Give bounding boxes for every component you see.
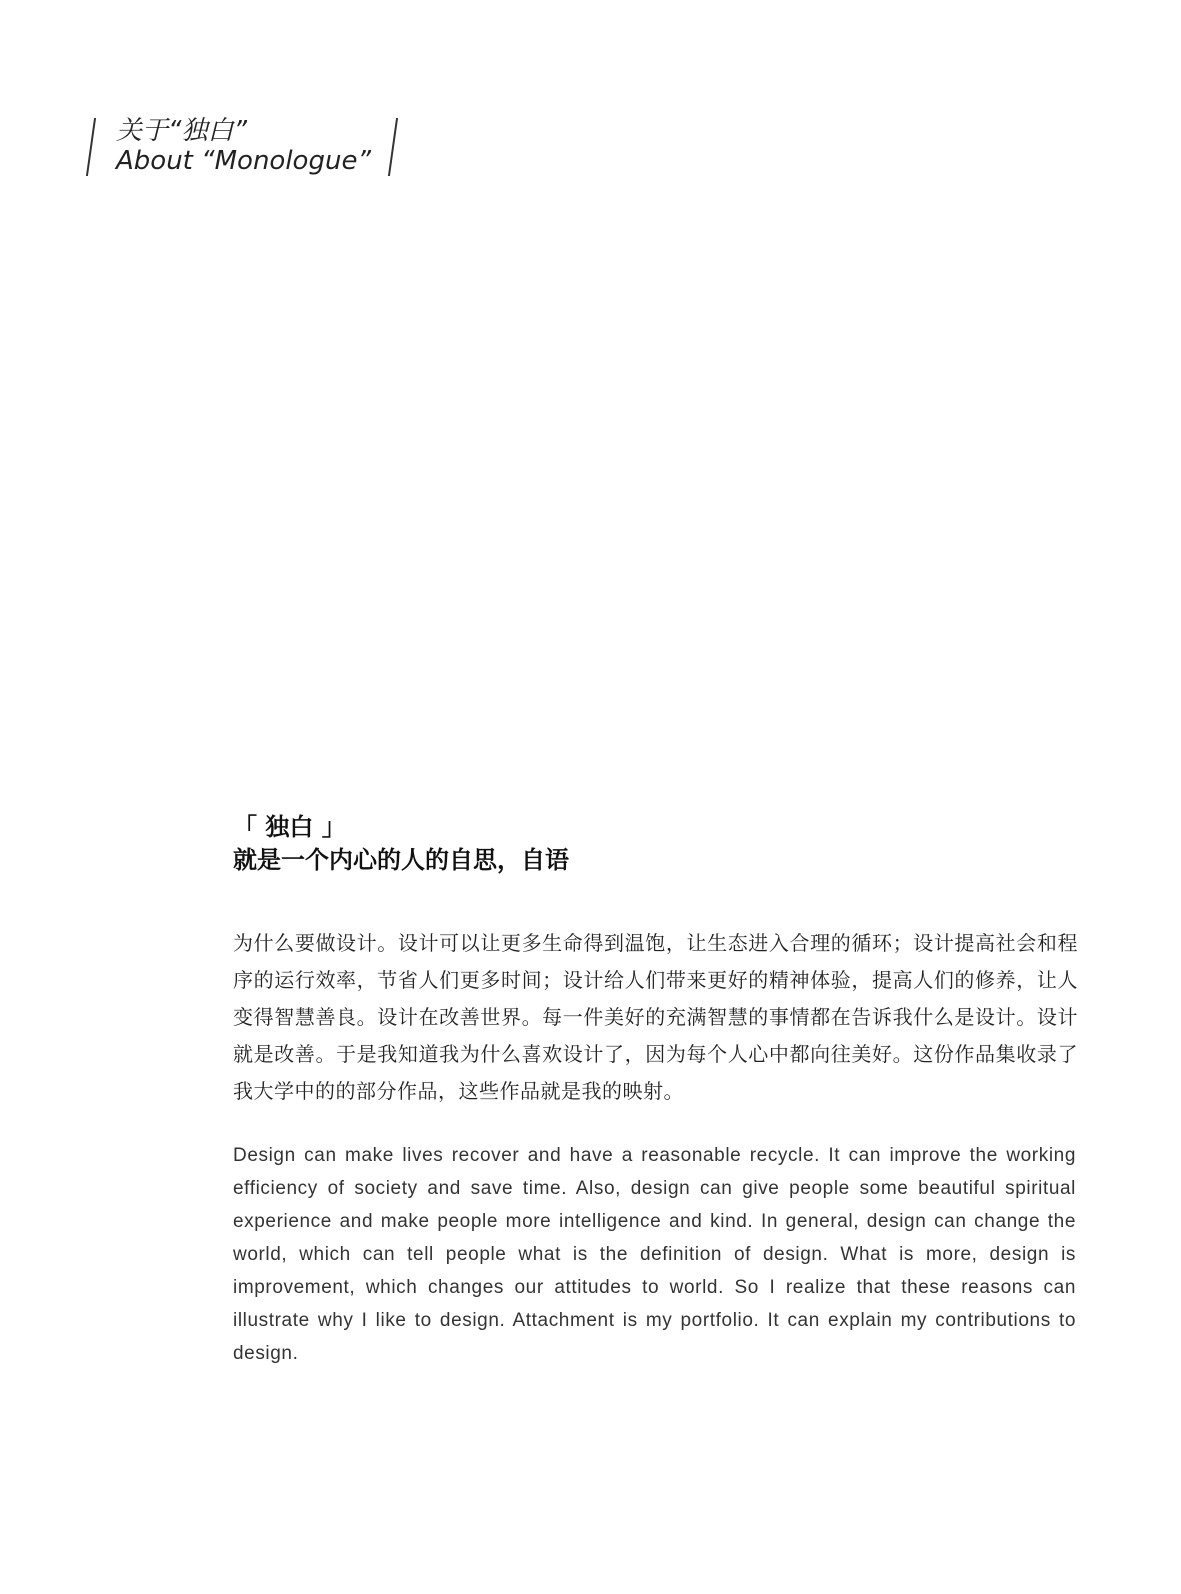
body-paragraph-zh: 为什么要做设计。设计可以让更多生命得到温饱，让生态进入合理的循环；设计提高社会和程序的运行效率，节省人们更多时间；设计给人们带来更好的精神体验，提高人们的修养，让人变得智慧善良。设计在改善世界。每一件美好的充满智慧的事情都在告诉我什么是设计。设计就是改善。于是我知道我为什么喜欢设计了，因为每个人心中都向往美好。这份作品集收录了我大学中的的部分作品，这些作品就是我的映射。 <box>233 931 1078 1103</box>
intro-statement <box>233 810 569 876</box>
section-heading <box>86 112 406 178</box>
body-paragraph-en: Design can make lives recover and have a reasonable recycle. It can improve the working efficiency of society and save time. Also, design can give people some beautiful spiritual experience and make people more intelligence and kind. In general, design can change the world, which can tell people what is the definition of design. What is more, design is improvement, which changes our attitudes to world. So I realize that these reasons can illustrate why I like to design. Attachment is my portfolio. It can explain my contributions to design. <box>233 1145 1076 1364</box>
intro-line-monologue: 「 独白 」 <box>233 812 346 841</box>
intro-line-definition: 就是一个内心的人的自思，自语 <box>233 845 569 874</box>
right-slash-divider <box>388 118 398 176</box>
heading-title-zh: 关于“独白” <box>116 116 247 146</box>
heading-title-en: About “Monologue” <box>116 146 371 176</box>
left-slash-divider <box>86 118 96 176</box>
